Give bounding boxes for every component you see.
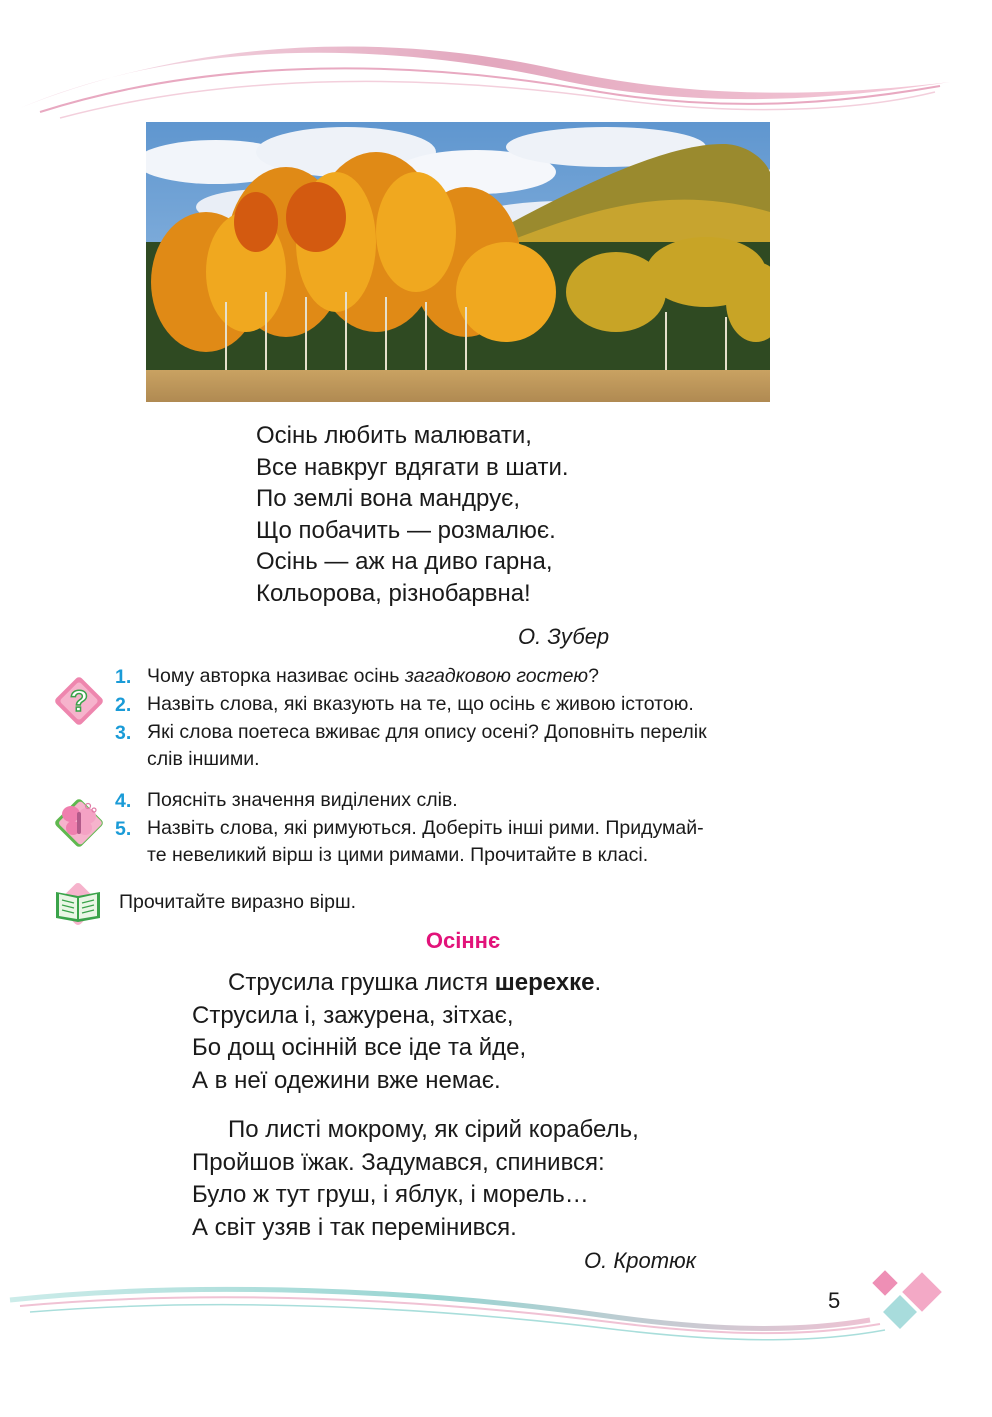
poem-line: По землі вона мандрує, xyxy=(256,485,521,512)
poem-line xyxy=(192,967,601,1000)
poem-zuber xyxy=(256,420,569,609)
poem-stanza-2 xyxy=(192,1114,639,1244)
poem-line: Кольорова, різнобарвна! xyxy=(256,579,531,607)
poem-author: О. Зубер xyxy=(518,624,610,649)
poem-line: Осінь — аж на диво гарна, xyxy=(256,548,553,575)
butterfly-icon xyxy=(48,792,110,854)
question-text: слів іншими. xyxy=(147,748,260,770)
poem-line: Все навкруг вдягати в шати. xyxy=(256,453,569,481)
page-number: 5 xyxy=(828,1288,841,1313)
poem-line: Бо дощ осінній все іде та йде, xyxy=(192,1034,527,1061)
open-book-icon xyxy=(48,876,110,934)
question-1 xyxy=(147,663,599,690)
diamond-decoration xyxy=(866,1268,956,1338)
task-number: 5. xyxy=(115,818,132,840)
task-4: Поясніть значення виділених слів. xyxy=(147,789,458,811)
poem-title: Осіннє xyxy=(425,928,501,953)
bottom-wave-decoration xyxy=(0,1260,992,1380)
poem-author: О. Кротюк xyxy=(584,1248,697,1273)
highlighted-word: шерехке xyxy=(494,969,595,996)
question-text: Які слова поетеса вживає для опису осені? Доповніть перелік xyxy=(147,721,707,743)
question-number: 2. xyxy=(115,694,132,716)
task-5 xyxy=(147,815,704,869)
poem-line: Осінь любить малювати, xyxy=(256,422,532,449)
question-number: 1. xyxy=(115,666,132,688)
reading-task: Прочитайте виразно вірш. xyxy=(119,891,357,913)
top-wave-decoration xyxy=(0,0,992,140)
poem-line: Пройшов їжак. Задумався, спинився: xyxy=(192,1148,605,1176)
question-2: Назвіть слова, які вказують на те, що осінь є живою істотою. xyxy=(147,693,694,715)
task-text: Назвіть слова, які римуються. Доберіть інші рими. Придумай- xyxy=(147,817,704,839)
question-text: ? xyxy=(588,665,599,687)
poem-text: Струсила грушка листя xyxy=(228,969,495,996)
autumn-forest-photo xyxy=(146,122,770,402)
task-number: 4. xyxy=(115,790,132,812)
question-text: Чому авторка називає осінь xyxy=(147,665,405,687)
question-italic-text: загадковою гостею xyxy=(404,665,589,687)
svg-text:?: ? xyxy=(69,685,89,718)
poem-line: Було ж тут груш, і яблук, і морель… xyxy=(192,1181,589,1208)
poem-line: Що побачить — розмалює. xyxy=(256,516,556,544)
question-3 xyxy=(147,719,707,773)
poem-stanza-1 xyxy=(192,967,601,1097)
question-mark-icon xyxy=(48,670,110,732)
poem-line: А в неї одежини вже немає. xyxy=(192,1066,501,1094)
poem-line: По листі мокрому, як сірий корабель, xyxy=(228,1116,639,1143)
poem-text: . xyxy=(594,969,602,996)
task-text: те невеликий вірш із цими римами. Прочитайте в класі. xyxy=(147,844,649,866)
poem-line: А світ узяв і так перемінився. xyxy=(192,1213,517,1241)
poem-line: Струсила і, зажурена, зітхає, xyxy=(192,1001,514,1029)
question-number: 3. xyxy=(115,722,132,744)
